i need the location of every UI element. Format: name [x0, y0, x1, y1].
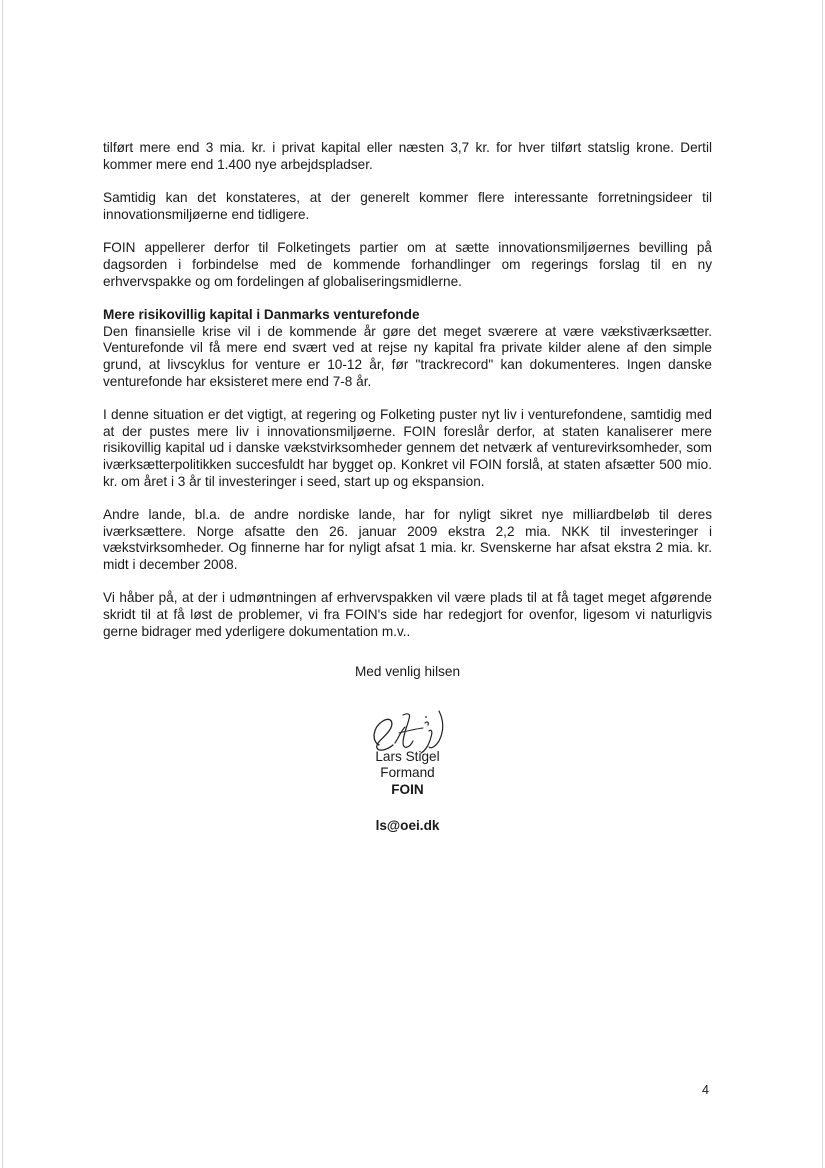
- signature-area: [103, 701, 712, 759]
- signer-title: Formand: [380, 765, 435, 781]
- signer-name: Lars Stigel: [375, 748, 440, 764]
- signer-organization: FOIN: [391, 781, 424, 797]
- body-paragraph-1: tilført mere end 3 mia. kr. i privat kapital eller næsten 3,7 kr. for hver tilført statslig krone. Dertil kommer mere end 1.400 nye arbejdspladser.: [103, 140, 712, 172]
- letter-page: [103, 140, 712, 835]
- scan-edge-right: [822, 0, 823, 1168]
- section-paragraph-2: I denne situation er det vigtigt, at regering og Folketing puster nyt liv i venturefondene, samtidig med at der pustes mere liv i innovationsmiljøerne. FOIN foreslår derfor, at staten kanaliserer mere risikovillig kapital ud i danske vækstvirksomheder gennem det netværk af venturevirksomheder, som iværksætterpolitikken succesfuldt har bygget op. Konkret vil FOIN forslå, at staten afsætter 500 mio. kr. om året i 3 år til investeringer i seed, start up og ekspansion.: [103, 407, 712, 489]
- contact-email: ls@oei.dk: [375, 818, 440, 834]
- body-paragraph-2: Samtidig kan det konstateres, at der generelt kommer flere interessante forretningsideer til innovationsmiljøerne end tidligere.: [103, 190, 712, 222]
- page-number: 4: [702, 1083, 709, 1097]
- section-paragraph-4: Vi håber på, at der i udmøntningen af erhvervspakken vil være plads til at få taget meget afgørende skridt til at få løst de problemer, vi fra FOIN's side har redegjort for ovenfor, ligesom vi naturligvis gerne bidrager med yderligere dokumentation m.v..: [103, 590, 712, 639]
- scan-edge-left: [2, 0, 3, 1168]
- closing-salutation: Med venlig hilsen: [354, 664, 461, 680]
- section-paragraph-3: Andre lande, bl.a. de andre nordiske lande, har for nyligt sikret nye milliardbeløb til deres iværksættere. Norge afsatte den 26. januar 2009 ekstra 2,2 mia. NKK til investeringer i vækstvirksomheder. Og finnerne har for nyligt afsat 1 mia. kr. Svenskerne har afsat ekstra 2 mia. kr. midt i december 2008.: [103, 507, 712, 572]
- body-paragraph-3: FOIN appellerer derfor til Folketingets partier om at sætte innovationsmiljøernes bevilling på dagsorden i forbindelse med de kommende forhandlinger om regerings forslag til en ny erhvervspakke og om fordelingen af globaliseringsmidlerne.: [103, 240, 712, 289]
- section-paragraph-1: Den finansielle krise vil i de kommende år gøre det meget sværere at være vækstiværksætter. Venturefonde vil få mere end svært ved at rejse ny kapital fra private kilder alene af den simple grund, at livscyklus for venture er 10-12 år, før "trackrecord" kan dokumenteres. Ingen danske venturefonde har eksisteret mere end 7-8 år.: [103, 323, 712, 389]
- section-heading: Mere risikovillig kapital i Danmarks venturefonde: [103, 307, 420, 323]
- handwritten-signature: [365, 701, 455, 759]
